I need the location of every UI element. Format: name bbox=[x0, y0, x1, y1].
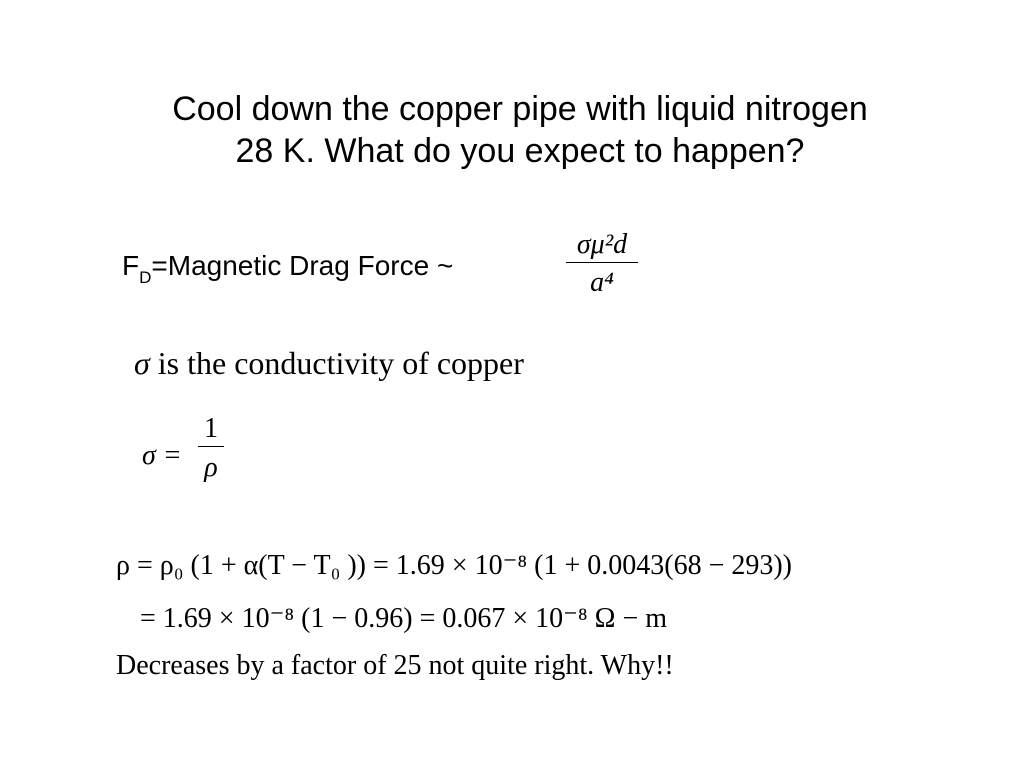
sigma-denominator: ρ bbox=[204, 452, 218, 483]
drag-force-text: =Magnetic Drag Force ~ bbox=[151, 250, 454, 281]
drag-force-label bbox=[122, 250, 454, 287]
sigma-fraction bbox=[198, 412, 224, 485]
sigma-equation-lhs: σ = bbox=[142, 440, 182, 471]
fraction-bar bbox=[198, 446, 224, 447]
sigma-numerator: 1 bbox=[204, 413, 218, 444]
drag-force-fraction bbox=[566, 228, 638, 299]
drag-force-subscript: D bbox=[139, 268, 152, 287]
conductivity-statement bbox=[134, 345, 524, 382]
slide-title bbox=[60, 88, 980, 172]
drag-force-denominator: a⁴ bbox=[590, 267, 614, 298]
resistivity-equation-line-1: ρ = ρ₀ (1 + α(T − T₀ )) = 1.69 × 10⁻⁸ (1 + 0.0043(68 − 293)) bbox=[116, 550, 793, 581]
drag-force-numerator: σμ²d bbox=[576, 229, 628, 260]
resistivity-equation-line-2: = 1.69 × 10⁻⁸ (1 − 0.96) = 0.067 × 10⁻⁸ Ω − m bbox=[140, 603, 668, 634]
conductivity-text: is the conductivity of copper bbox=[157, 345, 524, 381]
title-line-2: 28 K. What do you expect to happen? bbox=[235, 132, 805, 170]
sigma-symbol: σ bbox=[134, 345, 150, 381]
title-line-1: Cool down the copper pipe with liquid nitrogen bbox=[172, 90, 868, 128]
drag-force-symbol: F bbox=[122, 250, 140, 281]
conclusion-text: Decreases by a factor of 25 not quite right. Why!! bbox=[116, 650, 674, 681]
fraction-bar bbox=[566, 262, 638, 263]
